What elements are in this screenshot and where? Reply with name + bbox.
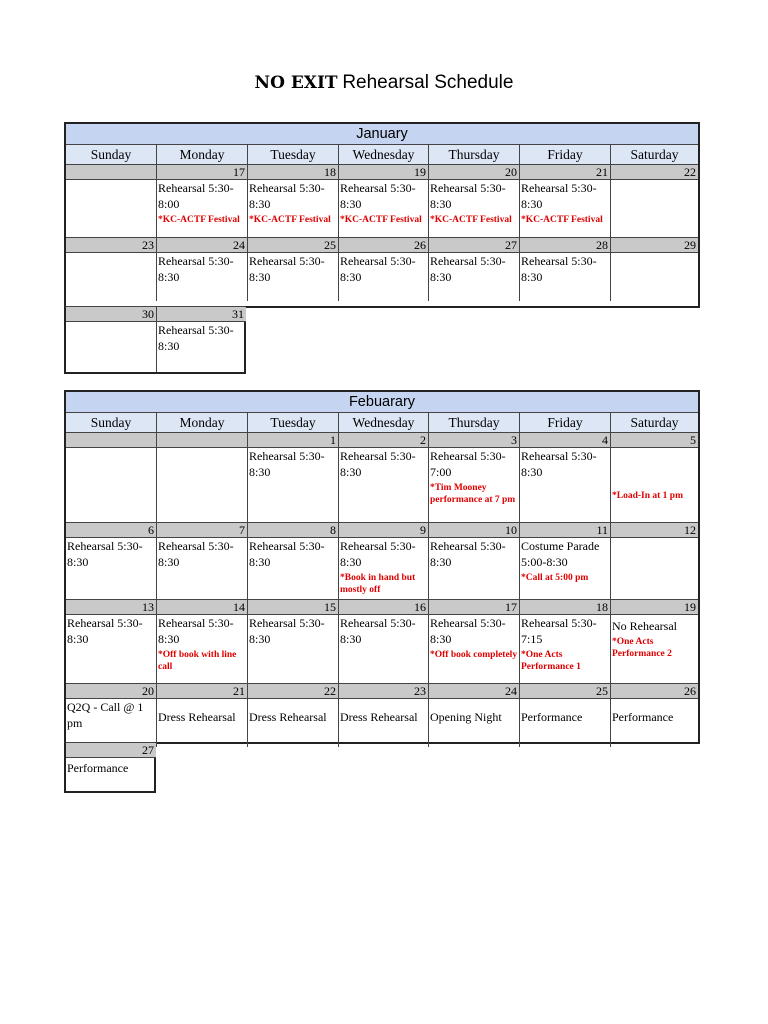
date-number-row	[66, 433, 698, 448]
page-title	[0, 72, 768, 94]
event-text: Dress Rehearsal	[158, 710, 236, 724]
date-cell: 31	[157, 307, 246, 322]
date-cell: 10	[429, 523, 520, 538]
day-cells-row	[66, 699, 698, 747]
day-cell	[429, 180, 520, 238]
day-cells-row	[66, 615, 698, 684]
event-text: Rehearsal 5:30-8:30	[340, 254, 416, 284]
event-text: Rehearsal 5:30-7:15	[521, 616, 597, 646]
day-cell	[339, 538, 429, 600]
day-cell	[520, 538, 611, 600]
day-cell	[611, 615, 698, 684]
date-number-row	[66, 165, 698, 180]
event-note: *KC-ACTF Festival	[249, 215, 331, 225]
day-cell	[66, 615, 157, 684]
calendar-january-week-3	[64, 306, 246, 374]
event-text: Performance	[67, 761, 129, 775]
event-text: Rehearsal 5:30-7:00	[430, 449, 506, 479]
date-cell: 30	[66, 307, 157, 322]
event-text: Rehearsal 5:30-8:30	[340, 539, 416, 569]
day-cell	[157, 538, 248, 600]
schedule-label: Rehearsal Schedule	[342, 72, 514, 93]
event-text: Rehearsal 5:30-8:30	[158, 616, 234, 646]
day-cell	[339, 253, 429, 301]
event-text: Opening Night	[430, 710, 502, 724]
day-cell	[520, 448, 611, 523]
day-cell	[248, 448, 339, 523]
event-text: Rehearsal 5:30-8:30	[158, 539, 234, 569]
day-cell	[66, 322, 157, 372]
event-text: Rehearsal 5:30-8:30	[521, 449, 597, 479]
date-number-row	[66, 600, 698, 615]
event-text: Rehearsal 5:30-8:30	[249, 616, 325, 646]
date-cell: 16	[339, 600, 429, 615]
event-note: *Load-In at 1 pm	[612, 491, 683, 501]
date-cell: 20	[429, 165, 520, 180]
event-text: Rehearsal 5:30-8:30	[430, 539, 506, 569]
event-text: Q2Q - Call @ 1 pm	[67, 700, 144, 730]
month-header: Febuarary	[66, 392, 698, 413]
day-cell	[248, 615, 339, 684]
date-number-row	[66, 238, 698, 253]
event-note: *Off book with line call	[158, 650, 237, 672]
event-note: *One Acts Performance 2	[612, 637, 672, 659]
day-cell	[66, 253, 157, 301]
day-cell	[157, 448, 248, 523]
event-text: Rehearsal 5:30-8:30	[249, 539, 325, 569]
calendar-february-week-5	[64, 742, 156, 793]
day-cell	[66, 538, 157, 600]
date-cell: 22	[248, 684, 339, 699]
date-cell: 20	[66, 684, 157, 699]
event-text: Rehearsal 5:30-8:30	[249, 181, 325, 211]
date-cell: 27	[429, 238, 520, 253]
event-text: Rehearsal 5:30-8:30	[67, 539, 143, 569]
event-note: *KC-ACTF Festival	[521, 215, 603, 225]
date-cell: 19	[611, 600, 698, 615]
weekday-sunday: Sunday	[66, 145, 157, 165]
event-text: Rehearsal 5:30-8:30	[67, 616, 143, 646]
weekday-friday: Friday	[520, 413, 611, 433]
day-cell	[339, 448, 429, 523]
day-cells-row	[66, 180, 698, 238]
date-cell: 18	[248, 165, 339, 180]
date-cell: 27	[66, 743, 156, 758]
day-cell	[429, 615, 520, 684]
date-cell	[66, 433, 157, 448]
date-cell: 5	[611, 433, 698, 448]
date-cell: 2	[339, 433, 429, 448]
date-cell	[66, 165, 157, 180]
weekday-friday: Friday	[520, 145, 611, 165]
date-cell: 21	[157, 684, 248, 699]
date-cell: 8	[248, 523, 339, 538]
day-cell	[339, 699, 429, 747]
day-cell	[611, 448, 698, 523]
event-text: Dress Rehearsal	[249, 710, 327, 724]
day-cell	[339, 180, 429, 238]
day-cell	[429, 699, 520, 747]
weekday-header-row	[66, 145, 698, 165]
day-cell	[66, 758, 156, 791]
weekday-monday: Monday	[157, 145, 248, 165]
weekday-saturday: Saturday	[611, 413, 698, 433]
event-text: Rehearsal 5:30-8:30	[340, 449, 416, 479]
date-cell: 13	[66, 600, 157, 615]
date-cell: 23	[66, 238, 157, 253]
day-cell	[248, 699, 339, 747]
weekday-thursday: Thursday	[429, 413, 520, 433]
day-cell	[248, 253, 339, 301]
day-cell	[248, 538, 339, 600]
event-text: Rehearsal 5:30-8:30	[430, 254, 506, 284]
date-number-row	[66, 523, 698, 538]
date-cell: 22	[611, 165, 698, 180]
day-cell	[66, 699, 157, 747]
event-text: Rehearsal 5:30-8:30	[521, 181, 597, 211]
day-cell	[520, 253, 611, 301]
event-text: Costume Parade 5:00-8:30	[521, 539, 600, 569]
weekday-sunday: Sunday	[66, 413, 157, 433]
day-cell	[157, 322, 246, 372]
month-header: January	[66, 124, 698, 145]
date-cell: 24	[157, 238, 248, 253]
event-text: Dress Rehearsal	[340, 710, 418, 724]
weekday-thursday: Thursday	[429, 145, 520, 165]
event-text: Rehearsal 5:30-8:30	[430, 181, 506, 211]
weekday-tuesday: Tuesday	[248, 145, 339, 165]
event-text: No Rehearsal	[612, 619, 677, 633]
calendar-january	[64, 122, 700, 308]
date-cell: 26	[611, 684, 698, 699]
event-text: Rehearsal 5:30-8:30	[340, 616, 416, 646]
date-cell: 9	[339, 523, 429, 538]
event-text: Rehearsal 5:30-8:30	[430, 616, 506, 646]
day-cell	[520, 615, 611, 684]
day-cell	[248, 180, 339, 238]
date-cell: 23	[339, 684, 429, 699]
date-cell: 19	[339, 165, 429, 180]
date-cell: 25	[520, 684, 611, 699]
weekday-wednesday: Wednesday	[339, 145, 429, 165]
event-note: *Tim Mooney performance at 7 pm	[430, 483, 516, 505]
day-cells-row	[66, 253, 698, 301]
day-cells-row	[66, 448, 698, 523]
event-text: Rehearsal 5:30-8:30	[521, 254, 597, 284]
date-cell: 1	[248, 433, 339, 448]
date-cell: 17	[429, 600, 520, 615]
event-text: Rehearsal 5:30-8:00	[158, 181, 234, 211]
date-cell: 7	[157, 523, 248, 538]
date-cell: 4	[520, 433, 611, 448]
date-cell: 24	[429, 684, 520, 699]
event-text: Rehearsal 5:30-8:30	[340, 181, 416, 211]
date-cell: 26	[339, 238, 429, 253]
day-cell	[429, 538, 520, 600]
day-cell	[611, 699, 698, 747]
event-note: *Off book completely	[430, 650, 518, 660]
day-cell	[611, 538, 698, 600]
show-title: NO EXIT	[254, 73, 338, 93]
date-cell: 29	[611, 238, 698, 253]
event-text: Rehearsal 5:30-8:30	[249, 254, 325, 284]
date-cell: 17	[157, 165, 248, 180]
weekday-wednesday: Wednesday	[339, 413, 429, 433]
day-cell	[520, 180, 611, 238]
event-text: Rehearsal 5:30-8:30	[249, 449, 325, 479]
date-cell: 28	[520, 238, 611, 253]
day-cell	[611, 253, 698, 301]
event-text: Performance	[612, 710, 674, 724]
date-cell: 11	[520, 523, 611, 538]
event-note: *KC-ACTF Festival	[340, 215, 422, 225]
calendar-february	[64, 390, 700, 744]
date-cell: 25	[248, 238, 339, 253]
date-cell: 14	[157, 600, 248, 615]
date-number-row	[66, 684, 698, 699]
day-cell	[339, 615, 429, 684]
event-text: Performance	[521, 710, 583, 724]
date-cell	[157, 433, 248, 448]
date-cell: 18	[520, 600, 611, 615]
event-note: *KC-ACTF Festival	[430, 215, 512, 225]
day-cells-row	[66, 538, 698, 600]
weekday-monday: Monday	[157, 413, 248, 433]
day-cell	[157, 699, 248, 747]
date-cell: 3	[429, 433, 520, 448]
date-cell: 15	[248, 600, 339, 615]
day-cell	[157, 180, 248, 238]
day-cell	[66, 180, 157, 238]
day-cell	[66, 448, 157, 523]
day-cell	[157, 615, 248, 684]
weekday-saturday: Saturday	[611, 145, 698, 165]
event-text: Rehearsal 5:30-8:30	[158, 254, 234, 284]
day-cell	[429, 253, 520, 301]
event-note: *One Acts Performance 1	[521, 650, 581, 672]
event-note: *KC-ACTF Festival	[158, 215, 240, 225]
date-cell: 12	[611, 523, 698, 538]
day-cell	[520, 699, 611, 747]
weekday-header-row	[66, 413, 698, 433]
day-cell	[157, 253, 248, 301]
event-note: *Book in hand but mostly off	[340, 573, 416, 595]
date-cell: 6	[66, 523, 157, 538]
event-note: *Call at 5:00 pm	[521, 573, 589, 583]
event-text: Rehearsal 5:30-8:30	[158, 323, 234, 353]
day-cell	[429, 448, 520, 523]
weekday-tuesday: Tuesday	[248, 413, 339, 433]
date-cell: 21	[520, 165, 611, 180]
day-cell	[611, 180, 698, 238]
